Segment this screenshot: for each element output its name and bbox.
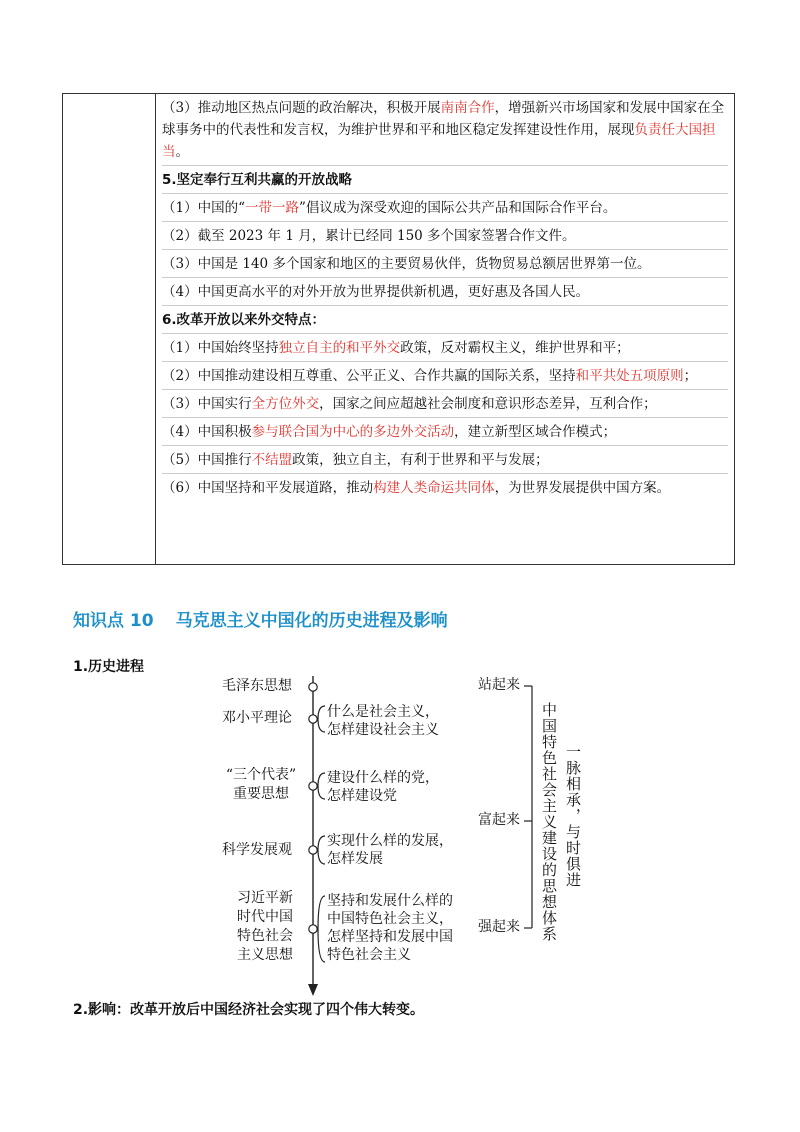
node-label-mao: 毛泽东思想 — [222, 678, 292, 694]
item-6-5: （5）中国推行不结盟政策，独立自主，有利于世界和平与发展； — [162, 452, 549, 468]
system-label: 中国特色社会主义建设的思想体系 — [540, 702, 558, 942]
stage-grow-strong: 强起来 — [478, 919, 520, 935]
node-label-xi-thought: 习近平新 时代中国 特色社会 主义思想 — [237, 890, 293, 963]
timeline-node — [309, 683, 317, 691]
heading-5: 5.坚定奉行互利共赢的开放战略 — [162, 172, 353, 188]
section-impact: 2.影响：改革开放后中国经济社会实现了四个伟大转变。 — [73, 1002, 425, 1018]
item-6-1: （1）中国始终坚持独立自主的和平外交政策，反对霸权主义，维护世界和平； — [162, 340, 630, 356]
desc-brace — [318, 836, 325, 864]
timeline-node — [309, 846, 317, 854]
desc-brace — [318, 896, 325, 962]
node-label-scientific-outlook: 科学发展观 — [222, 842, 292, 858]
section-history-heading: 1.历史进程 — [73, 659, 145, 675]
item-5-1: （1）中国的“一带一路”倡议成为深受欢迎的国际公共产品和国际合作平台。 — [162, 200, 617, 216]
paragraph-hotspot: （3）推动地区热点问题的政治解决，积极开展南南合作，增强新兴市场国家和发展中国家在全球事务中的代表性和发言权，为维护世界和平和地区稳定发挥建设性作用，展现负责任大国担当。 — [162, 100, 725, 160]
timeline-node — [309, 715, 317, 723]
timeline-node — [309, 925, 317, 933]
item-6-6: （6）中国坚持和平发展道路，推动构建人类命运共同体，为世界发展提供中国方案。 — [162, 480, 671, 496]
timeline-node — [309, 782, 317, 790]
item-5-4: （4）中国更高水平的对外开放为世界提供新机遇，更好惠及各国人民。 — [162, 284, 590, 300]
item-6-4: （4）中国积极参与联合国为中心的多边外交活动，建立新型区域合作模式； — [162, 424, 617, 440]
node-desc-three-represents: 建设什么样的党， 怎样建设党 — [327, 770, 439, 804]
knowledge-point-title: 知识点 10 马克思主义中国化的历史进程及影响 — [73, 611, 448, 631]
item-6-2: （2）中国推动建设相互尊重、公平正义、合作共赢的国际关系，坚持和平共处五项原则； — [162, 368, 698, 384]
node-label-three-represents: “三个代表” 重要思想 — [225, 767, 297, 802]
desc-brace — [318, 706, 325, 732]
item-5-2: （2）截至 2023 年 1 月，累计已经同 150 多个国家签署合作文件。 — [162, 228, 576, 244]
desc-brace — [318, 773, 325, 799]
node-desc-xi-thought: 坚持和发展什么样的 中国特色社会主义， 怎样坚持和发展中国 特色社会主义 — [327, 893, 453, 963]
relation-label: 一脉相承，与时俱进 — [564, 744, 582, 888]
stage-stand-up: 站起来 — [478, 677, 520, 693]
timeline-arrowhead — [308, 984, 318, 996]
stage-get-rich: 富起来 — [478, 812, 520, 828]
node-desc-scientific-outlook: 实现什么样的发展， 怎样发展 — [327, 833, 453, 867]
heading-6: 6.改革开放以来外交特点： — [162, 312, 326, 328]
item-6-3: （3）中国实行全方位外交，国家之间应超越社会制度和意识形态差异，互利合作； — [162, 396, 657, 412]
node-label-deng: 邓小平理论 — [222, 710, 292, 726]
item-5-3: （3）中国是 140 多个国家和地区的主要贸易伙伴，货物贸易总额居世界第一位。 — [162, 256, 651, 272]
node-desc-deng: 什么是社会主义， 怎样建设社会主义 — [327, 704, 439, 738]
